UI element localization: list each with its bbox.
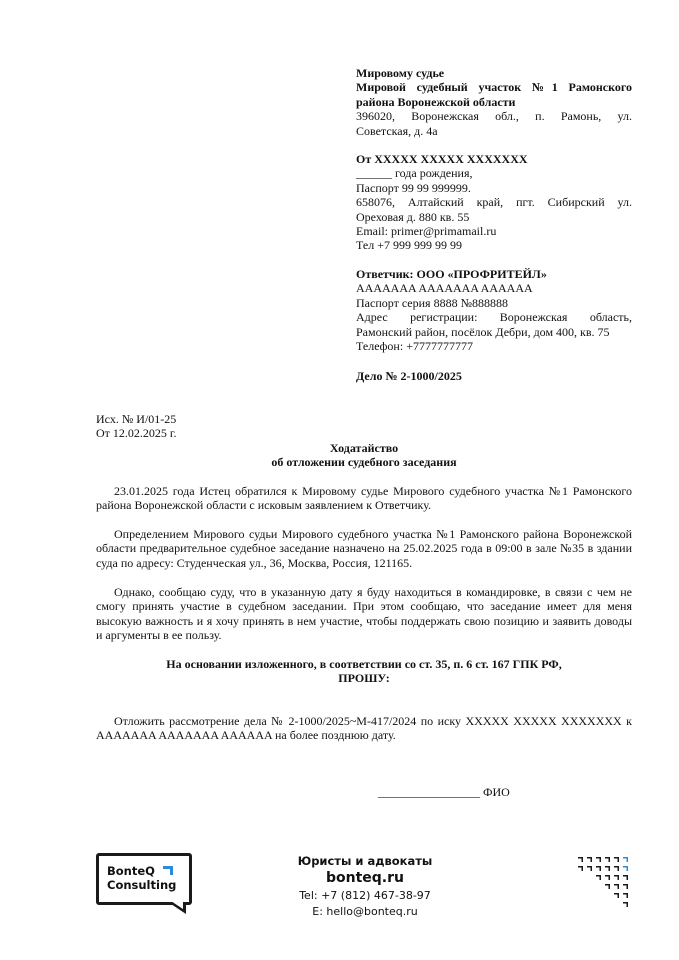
pattern-dot [578, 866, 583, 871]
defendant-name: AAAAAAA AAAAAAA AAAAAA [356, 281, 533, 296]
pattern-dot [596, 866, 601, 871]
defendant-reg-line2: Рамонский район, посёлок Дебри, дом 400, кв. 75 [356, 324, 610, 339]
pattern-dot [623, 875, 628, 880]
sender-address-line2: Ореховая д. 880 кв. 55 [356, 209, 470, 224]
logo-accent-icon [163, 866, 173, 875]
basis-block [96, 657, 632, 686]
footer-site[interactable]: bonteq.ru [325, 870, 404, 886]
pattern-dot [614, 893, 619, 898]
sender-passport: Паспорт 99 99 999999. [356, 180, 471, 195]
document-title [96, 441, 632, 470]
logo-line1: BonteQ [107, 864, 155, 878]
defendant-phone: Телефон: +7777777777 [356, 339, 473, 354]
pattern-dot [623, 857, 628, 862]
pattern-dot [587, 857, 592, 862]
sender-block [356, 152, 632, 253]
footer-tagline: Юристы и адвокаты [297, 854, 433, 868]
company-logo [96, 853, 192, 905]
pattern-dot [587, 866, 592, 871]
recipient-address-line2: Советская, д. 4а [356, 123, 438, 138]
signature-line [378, 785, 510, 799]
sender-birth: ______ года рождения, [356, 166, 473, 181]
title-line2: об отложении судебного заседания [271, 455, 457, 470]
title-line1: Ходатайство [329, 441, 399, 455]
paragraph-2 [96, 527, 632, 570]
paragraph-1 [96, 484, 632, 513]
pattern-dot [596, 875, 601, 880]
sender-email: Email: primer@primamail.ru [356, 224, 497, 239]
outgoing-block [96, 412, 176, 441]
signature-label: ФИО [483, 785, 510, 799]
request-text: Отложить рассмотрение дела № 2-1000/2025~М-417/2024 по иску XXXXX XXXXX XXXXXXX к AAAAAAA AAAAAAA AAAAAA на более позднюю дату. [96, 714, 632, 743]
sender-address-line1: 658076, Алтайский край, пгт. Сибирский ул. [356, 195, 632, 210]
sender-phone: Тел +7 999 999 99 99 [356, 238, 462, 253]
pattern-dot [605, 866, 610, 871]
recipient-court-line1: Мировой судебный участок №1 Рамонского [356, 80, 632, 95]
pattern-dot [605, 875, 610, 880]
pattern-dot [623, 902, 628, 907]
pattern-dot [623, 893, 628, 898]
request-paragraph [96, 714, 632, 743]
defendant-passport: Паспорт серия 8888 №888888 [356, 295, 509, 310]
outgoing-date: От 12.02.2025 г. [96, 426, 177, 441]
pattern-dot [614, 884, 619, 889]
recipient-block [356, 66, 632, 138]
pattern-dot [614, 857, 619, 862]
pattern-dot [623, 866, 628, 871]
basis-line1: На основании изложенного, в соответствии со ст. 35, п. 6 ст. 167 ГПК РФ, [166, 657, 562, 671]
pattern-dot [578, 857, 583, 862]
defendant-label: Ответчик: ООО «ПРОФРИТЕЙЛ» [356, 267, 547, 281]
pattern-dot [614, 875, 619, 880]
outgoing-number: Исх. № И/01-25 [96, 412, 177, 426]
pattern-dot [605, 884, 610, 889]
pattern-dot [623, 884, 628, 889]
paragraph-3 [96, 585, 632, 643]
pattern-dot [605, 857, 610, 862]
pattern-dot [596, 857, 601, 862]
pattern-dot [614, 866, 619, 871]
case-number: Дело № 2-1000/2025 [356, 369, 462, 383]
recipient-address-line1: 396020, Воронежская обл., п. Рамонь, ул. [356, 109, 632, 124]
paragraph-2-text: Определением Мирового судьи Мирового судебного участка №1 Рамонского района Воронежской области предварительное судебное заседание назначено на 25.02.2025 года в 09:00 в зале №35 в здании суда по адресу: Студенческая ул., 36, Москва, Россия, 121165. [96, 527, 632, 570]
paragraph-3-text: Однако, сообщаю суду, что в указанную дату я буду находиться в командировке, в связи с чем не смогу принять участие в судебном заседании. При этом сообщаю, что заседание имеет для меня высокую важность и я хочу принять в нем участие, чтобы поддержать свою позицию и заявить доводы и аргументы в ее пользу. [96, 585, 632, 643]
signature-blank: _________________ [378, 785, 480, 799]
sender-from: От XXXXX XXXXX XXXXXXX [356, 152, 528, 166]
footer-phone[interactable]: Tel: +7 (812) 467-38-97 [299, 889, 431, 902]
defendant-reg-line1: Адрес регистрации: Воронежская область, [356, 310, 632, 325]
recipient-court-line2: района Воронежской области [356, 94, 516, 109]
defendant-block [356, 267, 632, 353]
logo-tail-inner [171, 901, 183, 909]
recipient-title: Мировому судье [356, 66, 445, 80]
footer-email[interactable]: E: hello@bonteq.ru [312, 905, 418, 918]
paragraph-1-text: 23.01.2025 года Истец обратился к Мировому судье Мирового судебного участка №1 Рамонского района Воронежской области с исковым заявлением к Ответчику. [96, 484, 632, 513]
logo-line2: Consulting [107, 878, 177, 892]
basis-line2: ПРОШУ: [338, 671, 390, 686]
